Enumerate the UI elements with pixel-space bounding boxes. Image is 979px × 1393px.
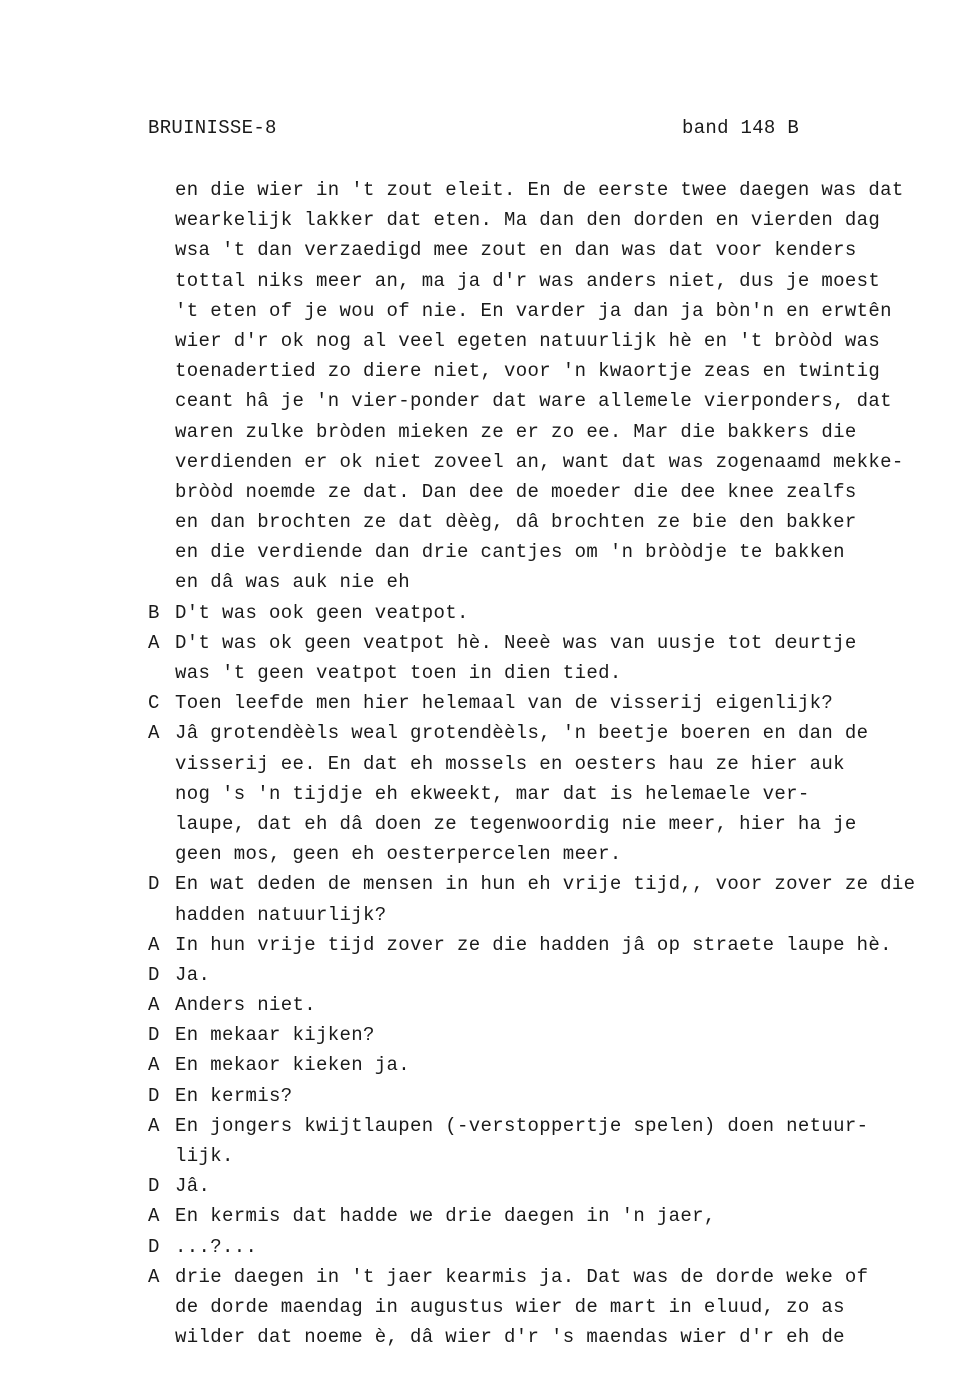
line-text: laupe, dat eh dâ doen ze tegenwoordig nie meer, hier ha je bbox=[175, 812, 857, 835]
transcript-line bbox=[148, 1322, 948, 1352]
transcript-line bbox=[148, 175, 948, 205]
transcript-line bbox=[148, 537, 948, 567]
transcript-line bbox=[148, 869, 948, 899]
line-text: wsa 't dan verzaedigd mee zout en dan was dat voor kenders bbox=[175, 239, 857, 262]
line-text: wearkelijk lakker dat eten. Ma dan den dorden en vierden dag bbox=[175, 209, 881, 232]
transcript-line bbox=[148, 417, 948, 447]
transcript-line bbox=[148, 205, 948, 235]
transcript-line bbox=[148, 1292, 948, 1322]
transcript-line bbox=[148, 386, 948, 416]
speaker-label: D bbox=[148, 1084, 160, 1107]
transcript-line bbox=[148, 900, 948, 930]
line-text: en die wier in 't zout eleit. En de eerste twee daegen was dat bbox=[175, 179, 904, 201]
line-text: Jâ grotendèèls weal grotendèèls, 'n beetje boeren en dan de bbox=[175, 722, 869, 745]
transcript-line bbox=[148, 1201, 948, 1231]
transcript-line bbox=[148, 1171, 948, 1201]
line-text: 't eten of je wou of nie. En varder ja dan ja bòn'n en erwtên bbox=[175, 299, 892, 322]
transcript-line bbox=[148, 628, 948, 658]
transcript-line bbox=[148, 809, 948, 839]
speaker-label: D bbox=[148, 1024, 160, 1047]
line-text: lijk. bbox=[175, 1145, 234, 1167]
line-text: ...?... bbox=[175, 1235, 258, 1258]
line-text: drie daegen in 't jaer kearmis ja. Dat was de dorde weke of bbox=[175, 1265, 869, 1288]
line-text: nog 's 'n tijdje eh ekweekt, mar dat is helemaele ver- bbox=[175, 782, 810, 805]
line-text: geen mos, geen eh oesterpercelen meer. bbox=[175, 843, 622, 866]
speaker-label: A bbox=[148, 1114, 160, 1137]
line-text: Jâ. bbox=[175, 1175, 211, 1198]
transcript-line bbox=[148, 477, 948, 507]
transcript-line bbox=[148, 1111, 948, 1141]
line-text: En mekaar kijken? bbox=[175, 1024, 375, 1047]
transcript-line bbox=[148, 930, 948, 960]
line-text: hadden natuurlijk? bbox=[175, 903, 387, 926]
line-text: wilder dat noeme è, dâ wier d'r 's maendas wier d'r eh de bbox=[175, 1326, 845, 1349]
speaker-label: A bbox=[148, 631, 160, 654]
transcript-line bbox=[148, 779, 948, 809]
transcript-line bbox=[148, 1020, 948, 1050]
transcript-line bbox=[148, 1232, 948, 1262]
speaker-label: A bbox=[148, 933, 160, 956]
speaker-label: D bbox=[148, 1175, 160, 1198]
speaker-label: D bbox=[148, 1235, 160, 1258]
transcript-line bbox=[148, 235, 948, 265]
speaker-label: A bbox=[148, 1054, 160, 1077]
speaker-label: B bbox=[148, 601, 160, 624]
line-text: En wat deden de mensen in hun eh vrije tijd,, voor zover ze die bbox=[175, 873, 916, 896]
line-text: En kermis dat hadde we drie daegen in 'n jaer, bbox=[175, 1205, 716, 1228]
transcript-line bbox=[148, 266, 948, 296]
line-text: In hun vrije tijd zover ze die hadden jâ op straete laupe hè. bbox=[175, 933, 892, 956]
transcript-line bbox=[148, 326, 948, 356]
location-header: BRUINISSE-8 bbox=[148, 117, 277, 139]
line-text: En mekaor kieken ja. bbox=[175, 1054, 411, 1077]
speaker-label: A bbox=[148, 1205, 160, 1228]
transcript-line bbox=[148, 688, 948, 718]
transcript-line bbox=[148, 658, 948, 688]
transcript-body bbox=[148, 175, 948, 1352]
speaker-label: D bbox=[148, 873, 160, 896]
transcript-line bbox=[148, 356, 948, 386]
line-text: en dâ was auk nie eh bbox=[175, 571, 411, 594]
line-text: verdienden er ok niet zoveel an, want dat was zogenaamd mekke- bbox=[175, 450, 904, 473]
line-text: Ja. bbox=[175, 963, 211, 986]
line-text: bròòd noemde ze dat. Dan dee de moeder die dee knee zealfs bbox=[175, 480, 857, 503]
line-text: D't was ok geen veatpot hè. Neeè was van uusje tot deurtje bbox=[175, 631, 857, 654]
line-text: Toen leefde men hier helemaal van de visserij eigenlijk? bbox=[175, 692, 834, 715]
transcript-line bbox=[148, 1050, 948, 1080]
line-text: waren zulke bròden mieken ze er zo ee. Mar die bakkers die bbox=[175, 420, 857, 443]
transcript-line bbox=[148, 567, 948, 597]
transcript-line bbox=[148, 1141, 948, 1171]
transcript-line bbox=[148, 1081, 948, 1111]
transcript-line bbox=[148, 447, 948, 477]
transcript-line bbox=[148, 718, 948, 748]
line-text: ceant hâ je 'n vier-ponder dat ware allemele vierponders, dat bbox=[175, 390, 892, 413]
speaker-label: C bbox=[148, 692, 160, 715]
transcript-line bbox=[148, 507, 948, 537]
line-text: Anders niet. bbox=[175, 994, 317, 1017]
line-text: wier d'r ok nog al veel egeten natuurlijk hè en 't bròòd was bbox=[175, 329, 881, 352]
speaker-label: A bbox=[148, 1265, 160, 1288]
transcript-line bbox=[148, 1262, 948, 1292]
line-text: toenadertied zo diere niet, voor 'n kwaortje zeas en twintig bbox=[175, 360, 881, 383]
speaker-label: A bbox=[148, 994, 160, 1017]
line-text: de dorde maendag in augustus wier de mart in eluud, zo as bbox=[175, 1295, 845, 1318]
speaker-label: D bbox=[148, 963, 160, 986]
transcript-line bbox=[148, 960, 948, 990]
line-text: D't was ook geen veatpot. bbox=[175, 601, 469, 624]
line-text: en die verdiende dan drie cantjes om 'n bròòdje te bakken bbox=[175, 541, 845, 564]
transcript-line bbox=[148, 839, 948, 869]
line-text: En kermis? bbox=[175, 1084, 293, 1107]
line-text: en dan brochten ze dat dèèg, dâ brochten ze bie den bakker bbox=[175, 511, 857, 534]
speaker-label: A bbox=[148, 722, 160, 745]
transcript-line bbox=[148, 598, 948, 628]
transcript-line bbox=[148, 296, 948, 326]
line-text: was 't geen veatpot toen in dien tied. bbox=[175, 662, 622, 684]
line-text: tottal niks meer an, ma ja d'r was anders niet, dus je moest bbox=[175, 269, 881, 292]
transcript-line bbox=[148, 990, 948, 1020]
line-text: visserij ee. En dat eh mossels en oesters hau ze hier auk bbox=[175, 752, 845, 775]
transcript-line bbox=[148, 749, 948, 779]
tape-label: band 148 B bbox=[682, 117, 800, 139]
line-text: En jongers kwijtlaupen (-verstoppertje spelen) doen netuur- bbox=[175, 1114, 869, 1137]
